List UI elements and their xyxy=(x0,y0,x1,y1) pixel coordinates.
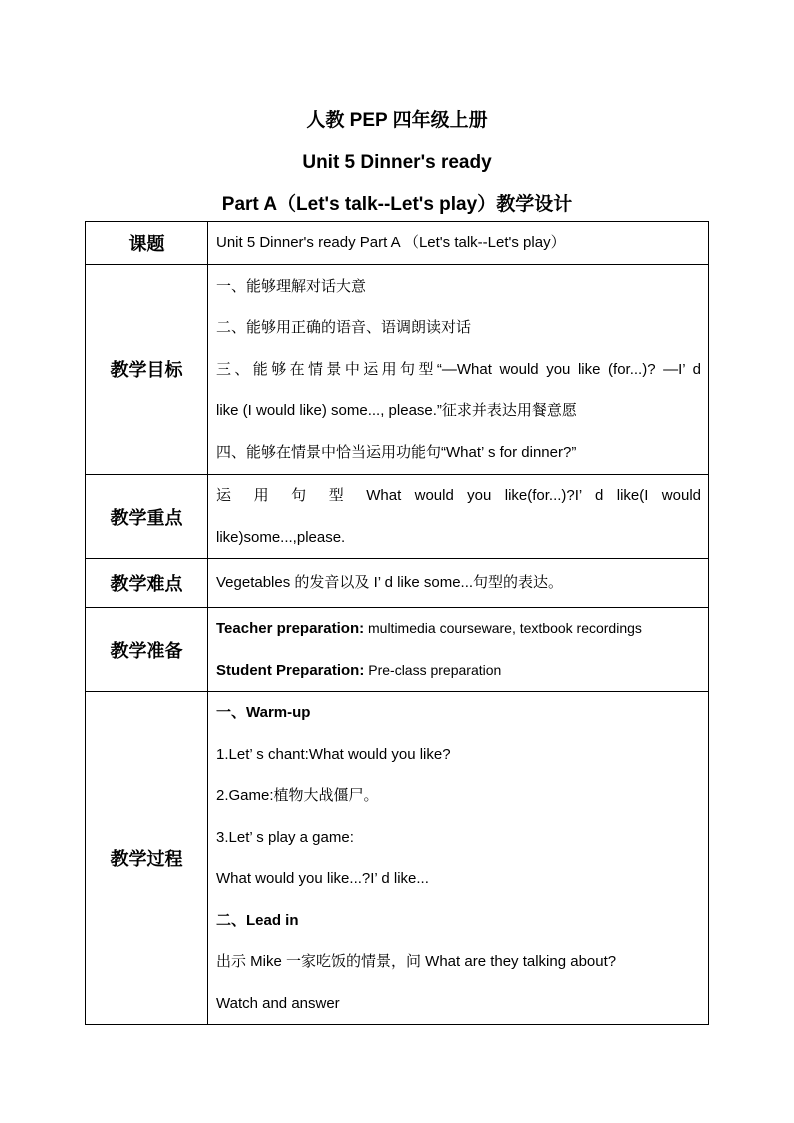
table-row-difficulties xyxy=(86,559,709,608)
key-point-line: 运 用 句 型 What would you like(for...)?I’ d like(I would xyxy=(216,487,701,504)
subject-text: Unit 5 Dinner's ready Part A （Let's talk--Let's play） xyxy=(216,234,566,251)
unit-title: Unit 5 Dinner's ready xyxy=(302,152,492,173)
preparation-label: 教学准备 xyxy=(86,608,208,692)
goal-line: like (I would like) some..., please.”征求并表达用餐意愿 xyxy=(216,402,577,419)
subject-value xyxy=(208,222,709,265)
preparation-content xyxy=(208,608,709,692)
goal-line: 四、能够在情景中恰当运用功能句“What’ s for dinner?” xyxy=(216,443,577,461)
goals-content xyxy=(208,264,709,475)
process-heading-lead-in: 二、Lead in xyxy=(216,911,299,929)
teacher-preparation xyxy=(216,608,701,650)
difficulties-label: 教学难点 xyxy=(86,559,208,608)
goal-line: 三、能够在情景中运用句型“—What would you like (for...)? —I’ d xyxy=(216,360,701,378)
process-heading-warmup: 一、Warm-up xyxy=(216,704,311,721)
process-item: 3.Let’ s play a game: xyxy=(216,828,354,846)
goal-line: 二、能够用正确的语音、语调朗读对话 xyxy=(216,319,472,336)
table-row-goals xyxy=(86,264,709,475)
document-header xyxy=(0,100,794,226)
key-points-label: 教学重点 xyxy=(86,475,208,559)
table-row-key-points xyxy=(86,475,709,559)
key-point-line: like)some...,please. xyxy=(216,528,346,546)
process-item: 1.Let’ s chant:What would you like? xyxy=(216,745,451,763)
process-item: 出示 Mike 一家吃饭的情景，问 What are they talking about? xyxy=(216,953,617,970)
lesson-plan-table xyxy=(85,221,709,1025)
process-content xyxy=(208,692,709,1025)
student-preparation xyxy=(216,650,701,692)
part-title: Part A（Let's talk--Let's play）教学设计 xyxy=(221,194,573,215)
difficulties-text: Vegetables 的发音以及 I’ d like some...句型的表达。 xyxy=(216,574,564,591)
goal-line: 一、能够理解对话大意 xyxy=(216,277,367,295)
teacher-preparation-value: multimedia courseware, textbook recordings xyxy=(364,620,642,636)
grade-title: 人教 PEP 四年级上册 xyxy=(306,110,488,131)
student-preparation-label: Student Preparation: xyxy=(216,661,365,679)
process-label: 教学过程 xyxy=(86,692,208,1025)
table-row-process xyxy=(86,692,709,1025)
subject-label: 课题 xyxy=(86,222,208,265)
key-points-content xyxy=(208,475,709,559)
process-item: 2.Game:植物大战僵尸。 xyxy=(216,787,379,804)
student-preparation-value: Pre-class preparation xyxy=(364,661,502,678)
table-row-subject xyxy=(86,222,709,265)
difficulties-content xyxy=(208,559,709,608)
teacher-preparation-label: Teacher preparation: xyxy=(216,620,365,637)
goals-label: 教学目标 xyxy=(86,264,208,475)
process-item: Watch and answer xyxy=(216,994,340,1012)
process-item: What would you like...?I’ d like... xyxy=(216,870,429,887)
table-row-preparation xyxy=(86,608,709,692)
